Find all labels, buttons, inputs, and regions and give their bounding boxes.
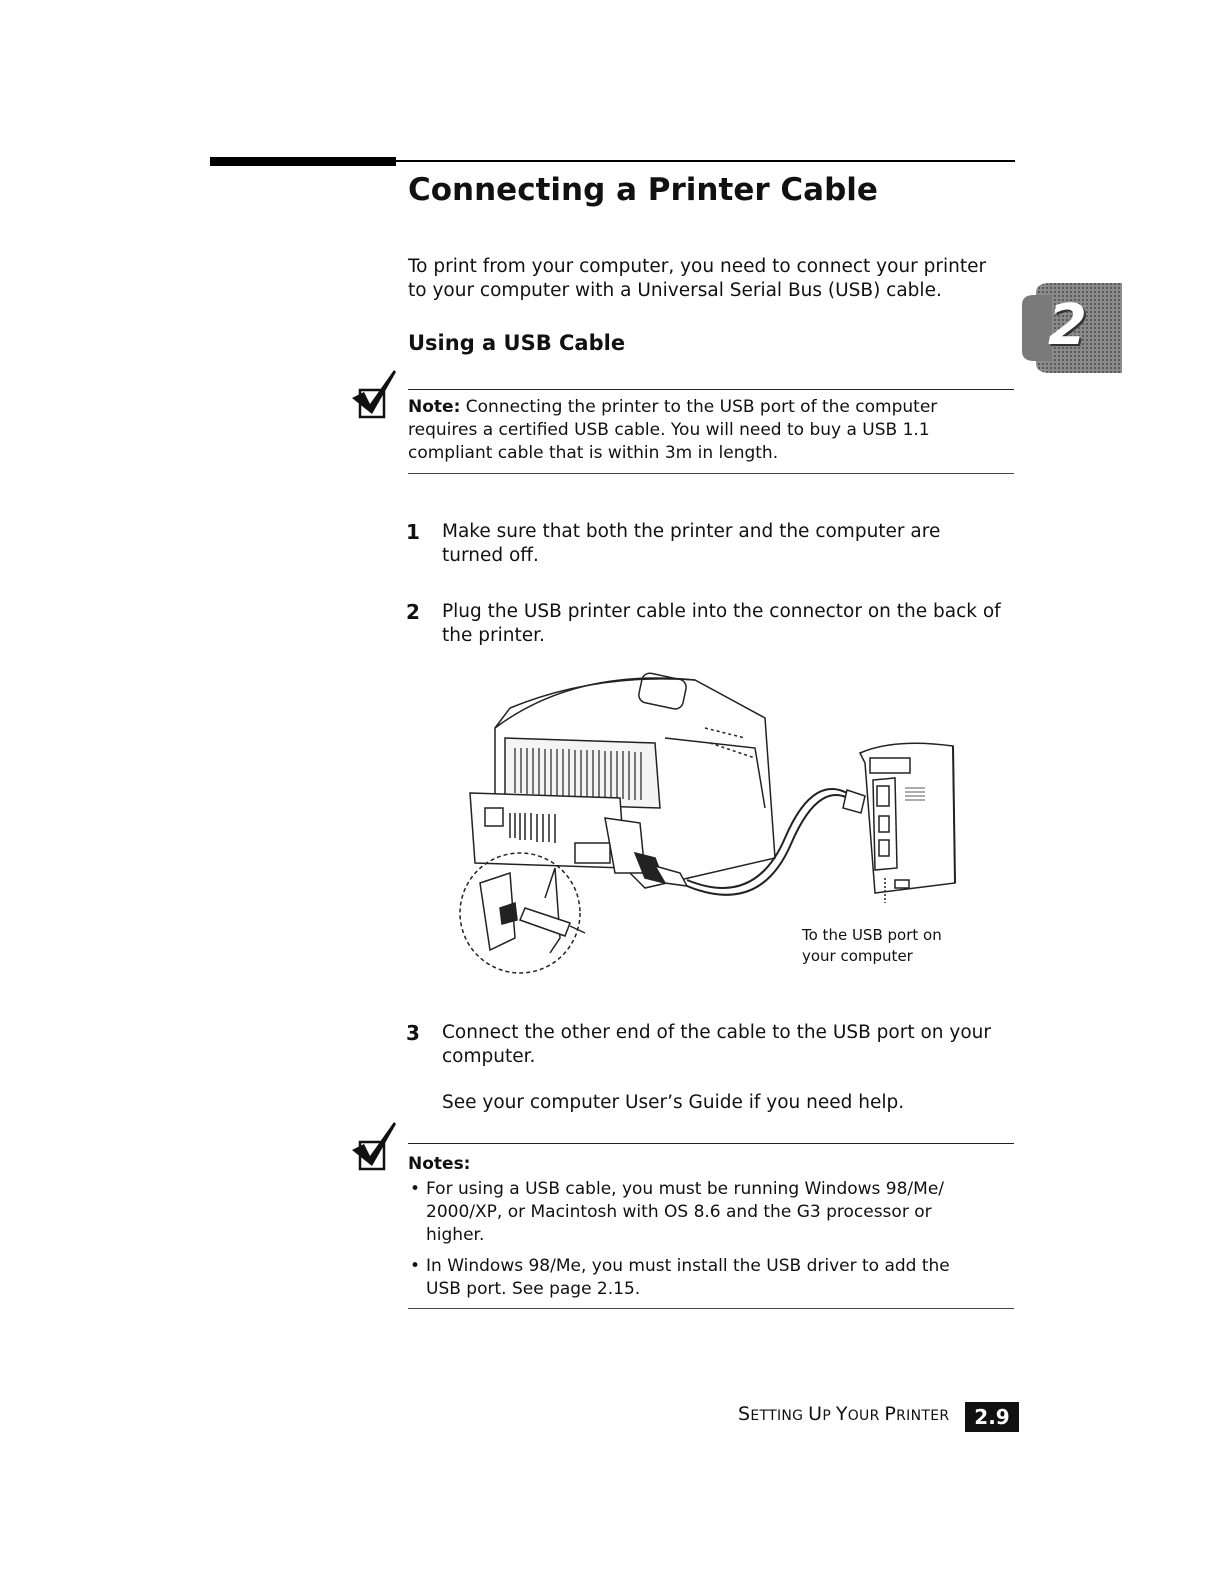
checkmark-note-icon — [350, 368, 398, 423]
note-label: Note: — [408, 397, 461, 417]
chapter-tab — [1022, 283, 1122, 373]
computer-tower-illustration — [860, 743, 955, 903]
footer-word: P — [822, 1408, 836, 1424]
intro-paragraph — [408, 255, 1018, 303]
step-line: the printer. — [442, 625, 545, 646]
footer-letter: P — [884, 1403, 897, 1425]
note-text: Connecting the printer to the USB port of the computer — [460, 397, 938, 417]
step-line: Plug the USB printer cable into the connector on the back of — [442, 601, 1001, 622]
checkmark-note-icon — [350, 1120, 398, 1175]
note-line: higher. — [426, 1225, 485, 1245]
footer-word: ETTING — [750, 1408, 809, 1424]
note-line: 2000/XP, or Macintosh with OS 8.6 and the G3 processor or — [426, 1202, 932, 1222]
step-text — [442, 600, 1022, 648]
note-line: • For using a USB cable, you must be running Windows 98/Me/ — [426, 1179, 945, 1199]
step-number: 3 — [406, 1021, 420, 1045]
printer-illustration — [470, 672, 775, 888]
header-rule-thick — [210, 157, 396, 166]
step-text — [442, 1021, 1022, 1069]
step-text — [442, 520, 1022, 568]
notes-list — [408, 1178, 1008, 1309]
note-line — [408, 396, 1014, 419]
step-line: turned off. — [442, 545, 539, 566]
printer-port-zoom-detail — [460, 853, 585, 973]
page-number: 2.9 — [965, 1402, 1019, 1432]
step-number: 2 — [406, 600, 420, 624]
footer-word: RINTER — [896, 1408, 950, 1424]
subheading: Using a USB Cable — [408, 331, 626, 355]
list-item — [408, 1178, 1008, 1247]
note-box — [408, 389, 1014, 474]
header-rule-thin — [396, 160, 1015, 162]
step-line: computer. — [442, 1046, 536, 1067]
page-title: Connecting a Printer Cable — [408, 172, 878, 208]
caption-line: To the USB port on — [802, 926, 942, 944]
figure-caption — [802, 925, 942, 967]
chapter-number: 2 — [1048, 293, 1087, 358]
note-line: • In Windows 98/Me, you must install the USB driver to add the — [426, 1256, 950, 1276]
step-line: Connect the other end of the cable to the USB port on your — [442, 1022, 991, 1043]
footer-letter: Y — [835, 1403, 848, 1425]
intro-line: To print from your computer, you need to connect your printer — [408, 256, 987, 277]
notes-label: Notes: — [408, 1154, 471, 1174]
note-line: compliant cable that is within 3m in length. — [408, 443, 779, 463]
footer-section-title — [738, 1403, 949, 1425]
intro-line: to your computer with a Universal Serial Bus (USB) cable. — [408, 280, 942, 301]
step-line: Make sure that both the printer and the computer are — [442, 521, 941, 542]
footer-letter: S — [738, 1403, 751, 1425]
caption-line: your computer — [802, 947, 913, 965]
note-line: requires a certified USB cable. You will need to buy a USB 1.1 — [408, 420, 930, 440]
footer-letter: U — [808, 1403, 823, 1425]
footer-word: OUR — [847, 1408, 885, 1424]
step-extra-text: See your computer User’s Guide if you need help. — [442, 1092, 905, 1113]
step-number: 1 — [406, 520, 420, 544]
list-item — [408, 1255, 1008, 1301]
note-line: USB port. See page 2.15. — [426, 1279, 641, 1299]
